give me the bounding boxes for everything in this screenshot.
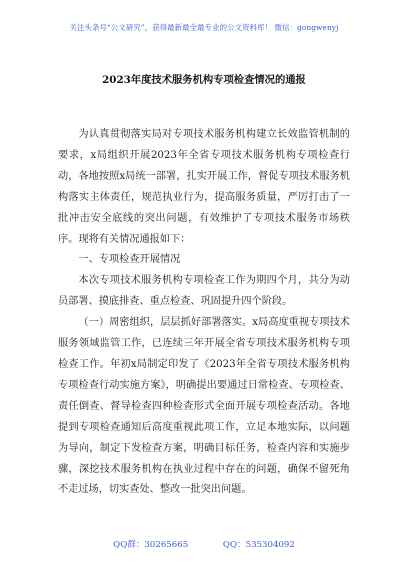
paragraph-duration: 本次专项技术服务机构专项检查工作为期四个月，共分为动员部署、摸底排查、重点检查、巩固提升四个阶段。 bbox=[58, 275, 350, 308]
section-heading-1: 一、专项检查开展情况 bbox=[78, 254, 181, 266]
paragraph-organization: （一）周密组织，层层抓好部署落实。x局高度重视专项技术服务领域监管工作，已连续三年开展全省专项技术服务机构专项检查工作。年初x局制定印发了《2023年全省专项技术服务机构专项检查行动实施方案》，明确提出要通过日常检查、专项检查、责任倒查、督导检查四种检查形式全面开展专项检查活动。各地提到专项检查通知后高度重视此项工作，立足本地实际，以问题为导向，制定下发检查方案，明确目标任务，检查内容和实施步骤，深挖技术服务机构在执业过程中存在的问题，确保不留死角不走过场，切实查处、整改一批突出问题。 bbox=[58, 317, 350, 496]
top-banner: 关注头条号“公文研究”，获得最新最全最专业的公文资料库！ 微信：gongwenyj bbox=[69, 23, 339, 32]
footer bbox=[0, 538, 408, 550]
footer-qq-contact: QQ：535304092 bbox=[222, 540, 295, 550]
paragraph-intro: 为认真贯彻落实局对专项技术服务机构建立长效监管机制的要求，x局组织开展2023年全省专项技术服务机构专项检查行动，各地按照x局统一部署，扎实开展工作，督促专项技术服务机构落实主体责任，规范执业行为，提高服务质量，严厉打击了一批冲击安全底线的突出问题，有效维护了专项技术服务市场秩序。现将有关情况通报如下： bbox=[58, 129, 350, 245]
document-body bbox=[58, 125, 350, 501]
document-title: 2023年度技术服务机构专项检查情况的通报 bbox=[102, 74, 306, 86]
footer-qq-group: QQ群：30265665 bbox=[113, 540, 189, 550]
